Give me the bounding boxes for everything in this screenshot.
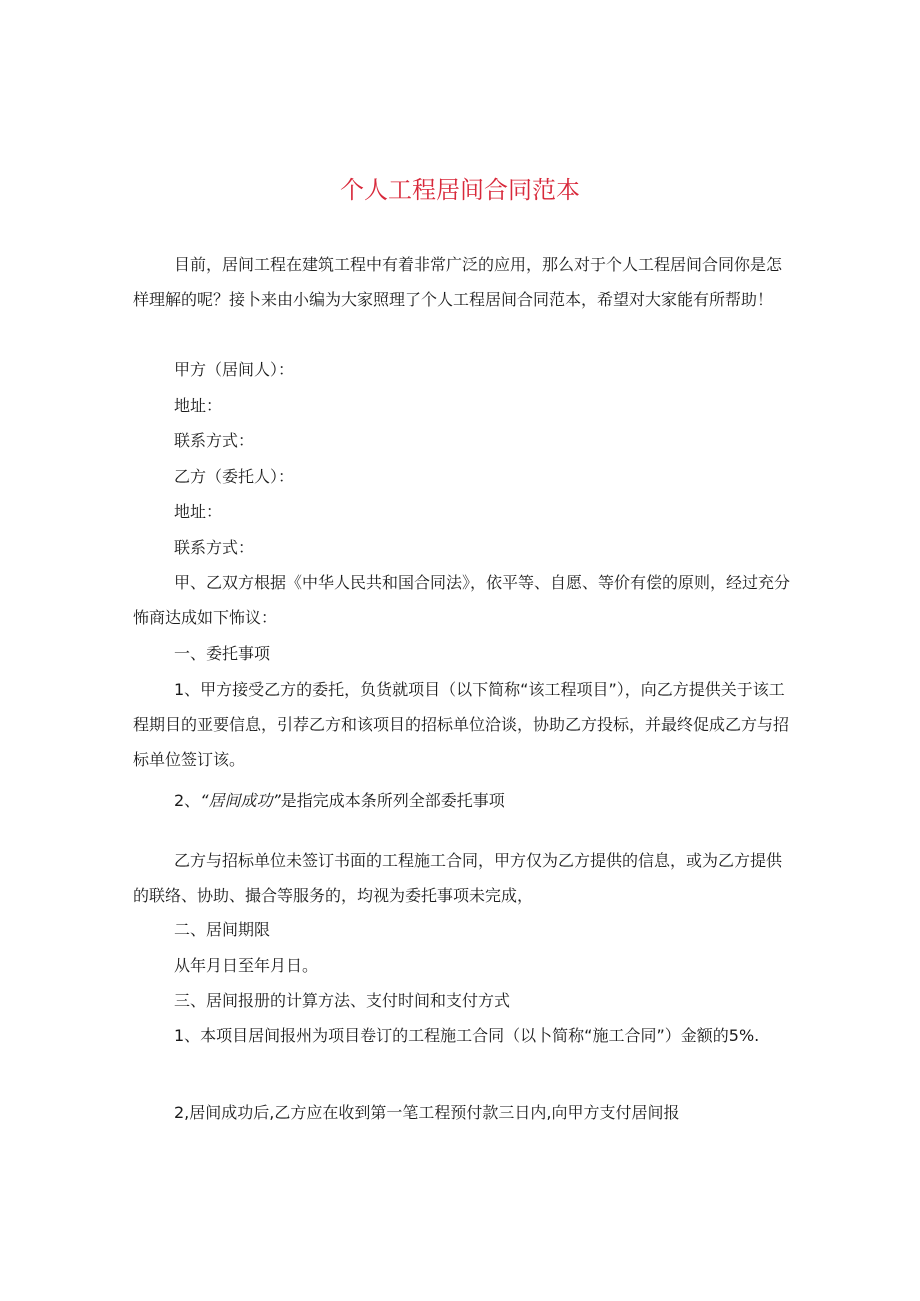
party-a-address-line <box>133 388 793 423</box>
clause-3-2 <box>133 1095 793 1130</box>
intro-text: 目前，居间工程在建筑工程中有着非常广泛的应用，那么对于个人工程居间合同你是怎样理解的呢？接卜来由小编为大家照理了个人工程居间合同范本，希望对大家能有所帮助！ <box>133 255 783 309</box>
clause-1-2 <box>133 783 793 818</box>
clause-1-note <box>133 843 793 913</box>
party-a-contact-line <box>133 423 793 458</box>
clause-1-2-text <box>133 783 793 818</box>
party-b-line <box>133 459 793 494</box>
section-2-heading-text: 二、居间期限 <box>174 920 271 939</box>
clause-3-1 <box>133 1018 793 1053</box>
party-a-address-label: 地址： <box>174 396 223 415</box>
section-3-heading <box>133 983 793 1018</box>
clause-1-2-quote: “居间成功” <box>200 791 281 810</box>
clause-3-1-text: 1、本项目居间报州为项目卷订的工程施工合同（以卜简称“施工合同”）金额的5%. <box>174 1026 760 1045</box>
party-b-contact-label: 联系方式： <box>174 538 255 557</box>
intro-paragraph <box>133 247 793 317</box>
section-3-heading-text: 三、居间报册的计算方法、支付时间和支付方式 <box>174 991 511 1010</box>
section-1-heading-text: 一、委托事项 <box>174 644 271 663</box>
clause-1-note-text: 乙方与招标单位未签订书面的工程施工合同，甲方仅为乙方提供的信息，或为乙方提供的联络、协助、撮合等服务的，均视为委托事项未完成， <box>133 851 783 905</box>
preamble-paragraph <box>133 565 793 635</box>
party-a-line <box>133 352 793 387</box>
party-a-contact-label: 联系方式： <box>174 431 255 450</box>
clause-3-2-text: 2,居间成功后,乙方应在收到第一笔工程预付款三日内,向甲方支付居间报 <box>174 1103 680 1122</box>
party-a-label: 甲方（居间人）： <box>174 360 295 379</box>
clause-1-1-text: 1、甲方接受乙方的委托，负货就项目（以下简称“该工程项目”），向乙方提供关于该工程期目的亚要信息，引荐乙方和该项目的招标单位洽谈，协助乙方投标，并最终促成乙方与招标单位签订该。 <box>133 680 790 769</box>
section-1-heading <box>133 636 793 671</box>
party-b-label: 乙方（委托人）： <box>174 467 295 486</box>
preamble-text: 甲、乙双方根据《中华人民共和国合同法》，依平等、自愿、等价有偿的原则，经过充分怖商达成如下怖议： <box>133 573 791 627</box>
document-title: 个人工程居间合同范本 <box>340 176 580 204</box>
section-2-heading <box>133 912 793 947</box>
clause-1-2-number: 2、 <box>174 791 201 810</box>
party-b-contact-line <box>133 530 793 565</box>
period-line <box>133 948 793 983</box>
clause-1-2-body: 是指完成本条所列全部委托事项 <box>280 791 505 810</box>
party-b-address-label: 地址： <box>174 502 223 521</box>
clause-1-1 <box>133 672 793 777</box>
party-b-address-line <box>133 494 793 529</box>
period-text: 从年月日至年月日。 <box>174 956 319 975</box>
